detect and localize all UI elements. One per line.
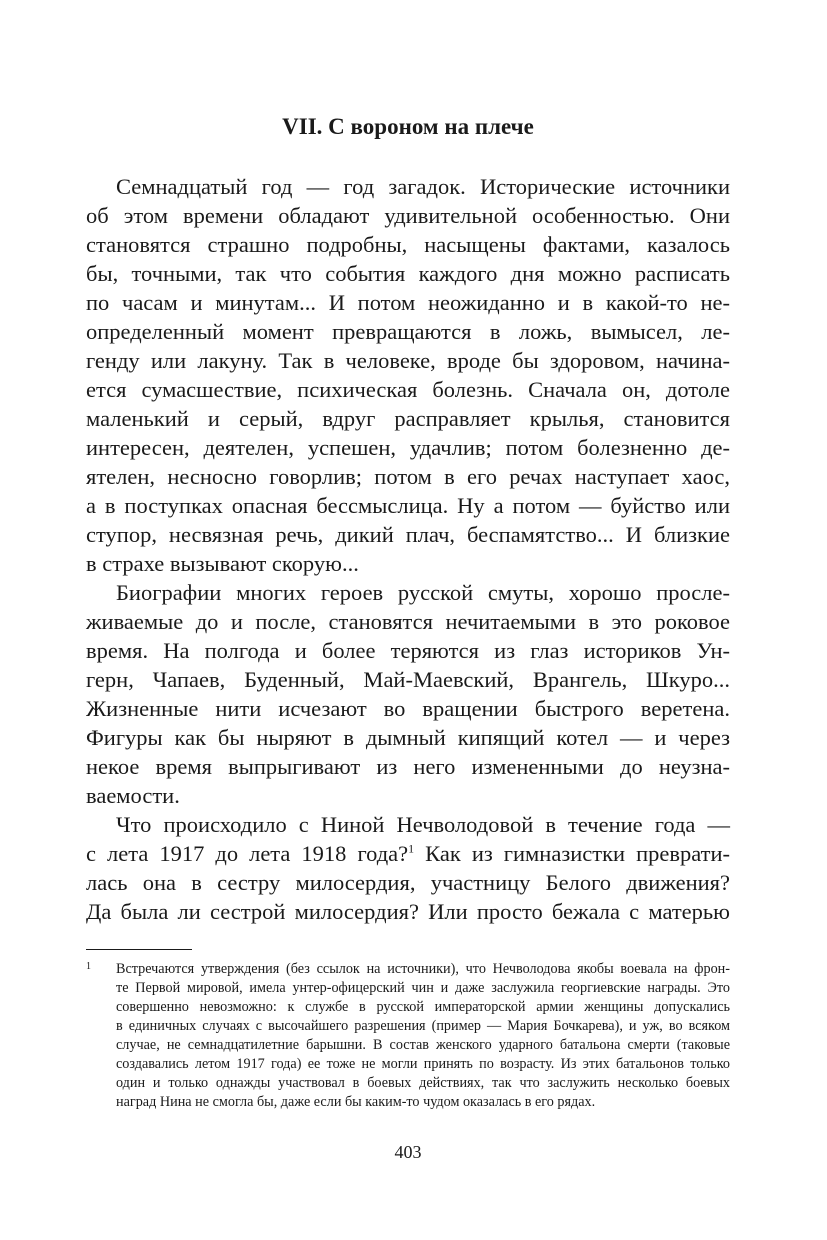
footnote-ref[interactable]: 1 [408,841,415,856]
text-line: живаемые до и после, становятся нечитаемыми в это роковое [86,609,730,634]
page-number: 403 [394,1142,422,1162]
text-line: ется сумасшествие, психическая болезнь. Сначала он, дотоле [86,377,730,402]
text-line: в страхе вызывают скорую... [86,551,359,576]
text-line: ваемости. [86,783,180,808]
text-line-part: с лета 1917 до лета 1918 года? [86,841,409,866]
paragraph-2 [86,578,730,810]
text-line: становятся страшно подробны, насыщены фактами, казалось [86,232,730,257]
footnote-line: случае, не семнадцатилетние барышни. В состав женского ударного батальона смерти (таковые [116,1037,730,1053]
text-line: а в поступках опасная бессмыслица. Ну а потом — буйство или [86,493,730,518]
text-line [86,839,730,868]
text-line-part: Как из гимназистки преврати- [414,841,730,866]
text-line: некое время выпрыгивают из него измененными до неузна- [86,754,730,779]
text-line: об этом времени обладают удивительной особенностью. Они [86,203,730,228]
text-line: Фигуры как бы ныряют в дымный кипящий котел — и через [86,725,730,750]
paragraph-3 [86,810,730,926]
text-line: маленький и серый, вдруг расправляет крылья, становится [86,406,730,431]
main-text [86,172,730,926]
text-line: по часам и минутам... И потом неожиданно и в какой-то не- [86,290,730,315]
text-line: лась она в сестру милосердия, участницу Белого движения? [86,870,730,895]
text-line: ступор, несвязная речь, дикий плач, беспамятство... И близкие [86,522,730,547]
footnote-line: совершенно невозможно: к службе в русской императорской армии женщины допускались [116,999,730,1015]
text-line: Что происходило с Ниной Нечволодовой в течение года — [116,812,730,837]
text-line: герн, Чапаев, Буденный, Май-Маевский, Врангель, Шкуро... [86,667,730,692]
footnote-divider [86,949,192,950]
text-line: Семнадцатый год — год загадок. Исторические источники [116,174,730,199]
text-line: интересен, деятелен, успешен, удачлив; потом болезненно де- [86,435,730,460]
footnote-line: один и только однажды участвовал в боевых действиях, так что заслужить несколько боевых [116,1075,730,1091]
text-line: генду или лакуну. Так в человеке, вроде бы здоровом, начина- [86,348,730,373]
text-line: время. На полгода и более теряются из глаз историков Ун- [86,638,730,663]
text-line: ятелен, несносно говорлив; потом в его речах наступает хаос, [86,464,730,489]
paragraph-1 [86,172,730,578]
footnote-line: создавались летом 1917 года) ее тоже не могли принять по возрасту. Из этих батальонов только [116,1056,730,1072]
chapter-title: VII. С вороном на плече [282,114,534,139]
footnote-number: 1 [86,961,91,972]
footnote-line: Встречаются утверждения (без ссылок на источники), что Нечволодова якобы воевала на фрон- [116,961,730,977]
footnote-line: в единичных случаях с высочайшего разрешения (пример — Мария Бочкарева), и уж, во всяком [116,1018,730,1034]
footnote-line: те Первой мировой, имела унтер-офицерский чин и даже заслужила георгиевские награды. Это [116,980,730,996]
text-line: Жизненные нити исчезают во вращении быстрого веретена. [86,696,730,721]
text-line: определенный момент превращаются в ложь, вымысел, ле- [86,319,730,344]
footnote-line: наград Нина не смогла бы, даже если бы каким-то чудом оказалась в его рядах. [116,1094,596,1110]
book-page [86,0,730,1240]
text-line: бы, точными, так что события каждого дня можно расписать [86,261,730,286]
footnote [86,960,730,1112]
text-line: Биографии многих героев русской смуты, хорошо просле- [116,580,730,605]
text-line: Да была ли сестрой милосердия? Или просто бежала с матерью [86,899,730,924]
